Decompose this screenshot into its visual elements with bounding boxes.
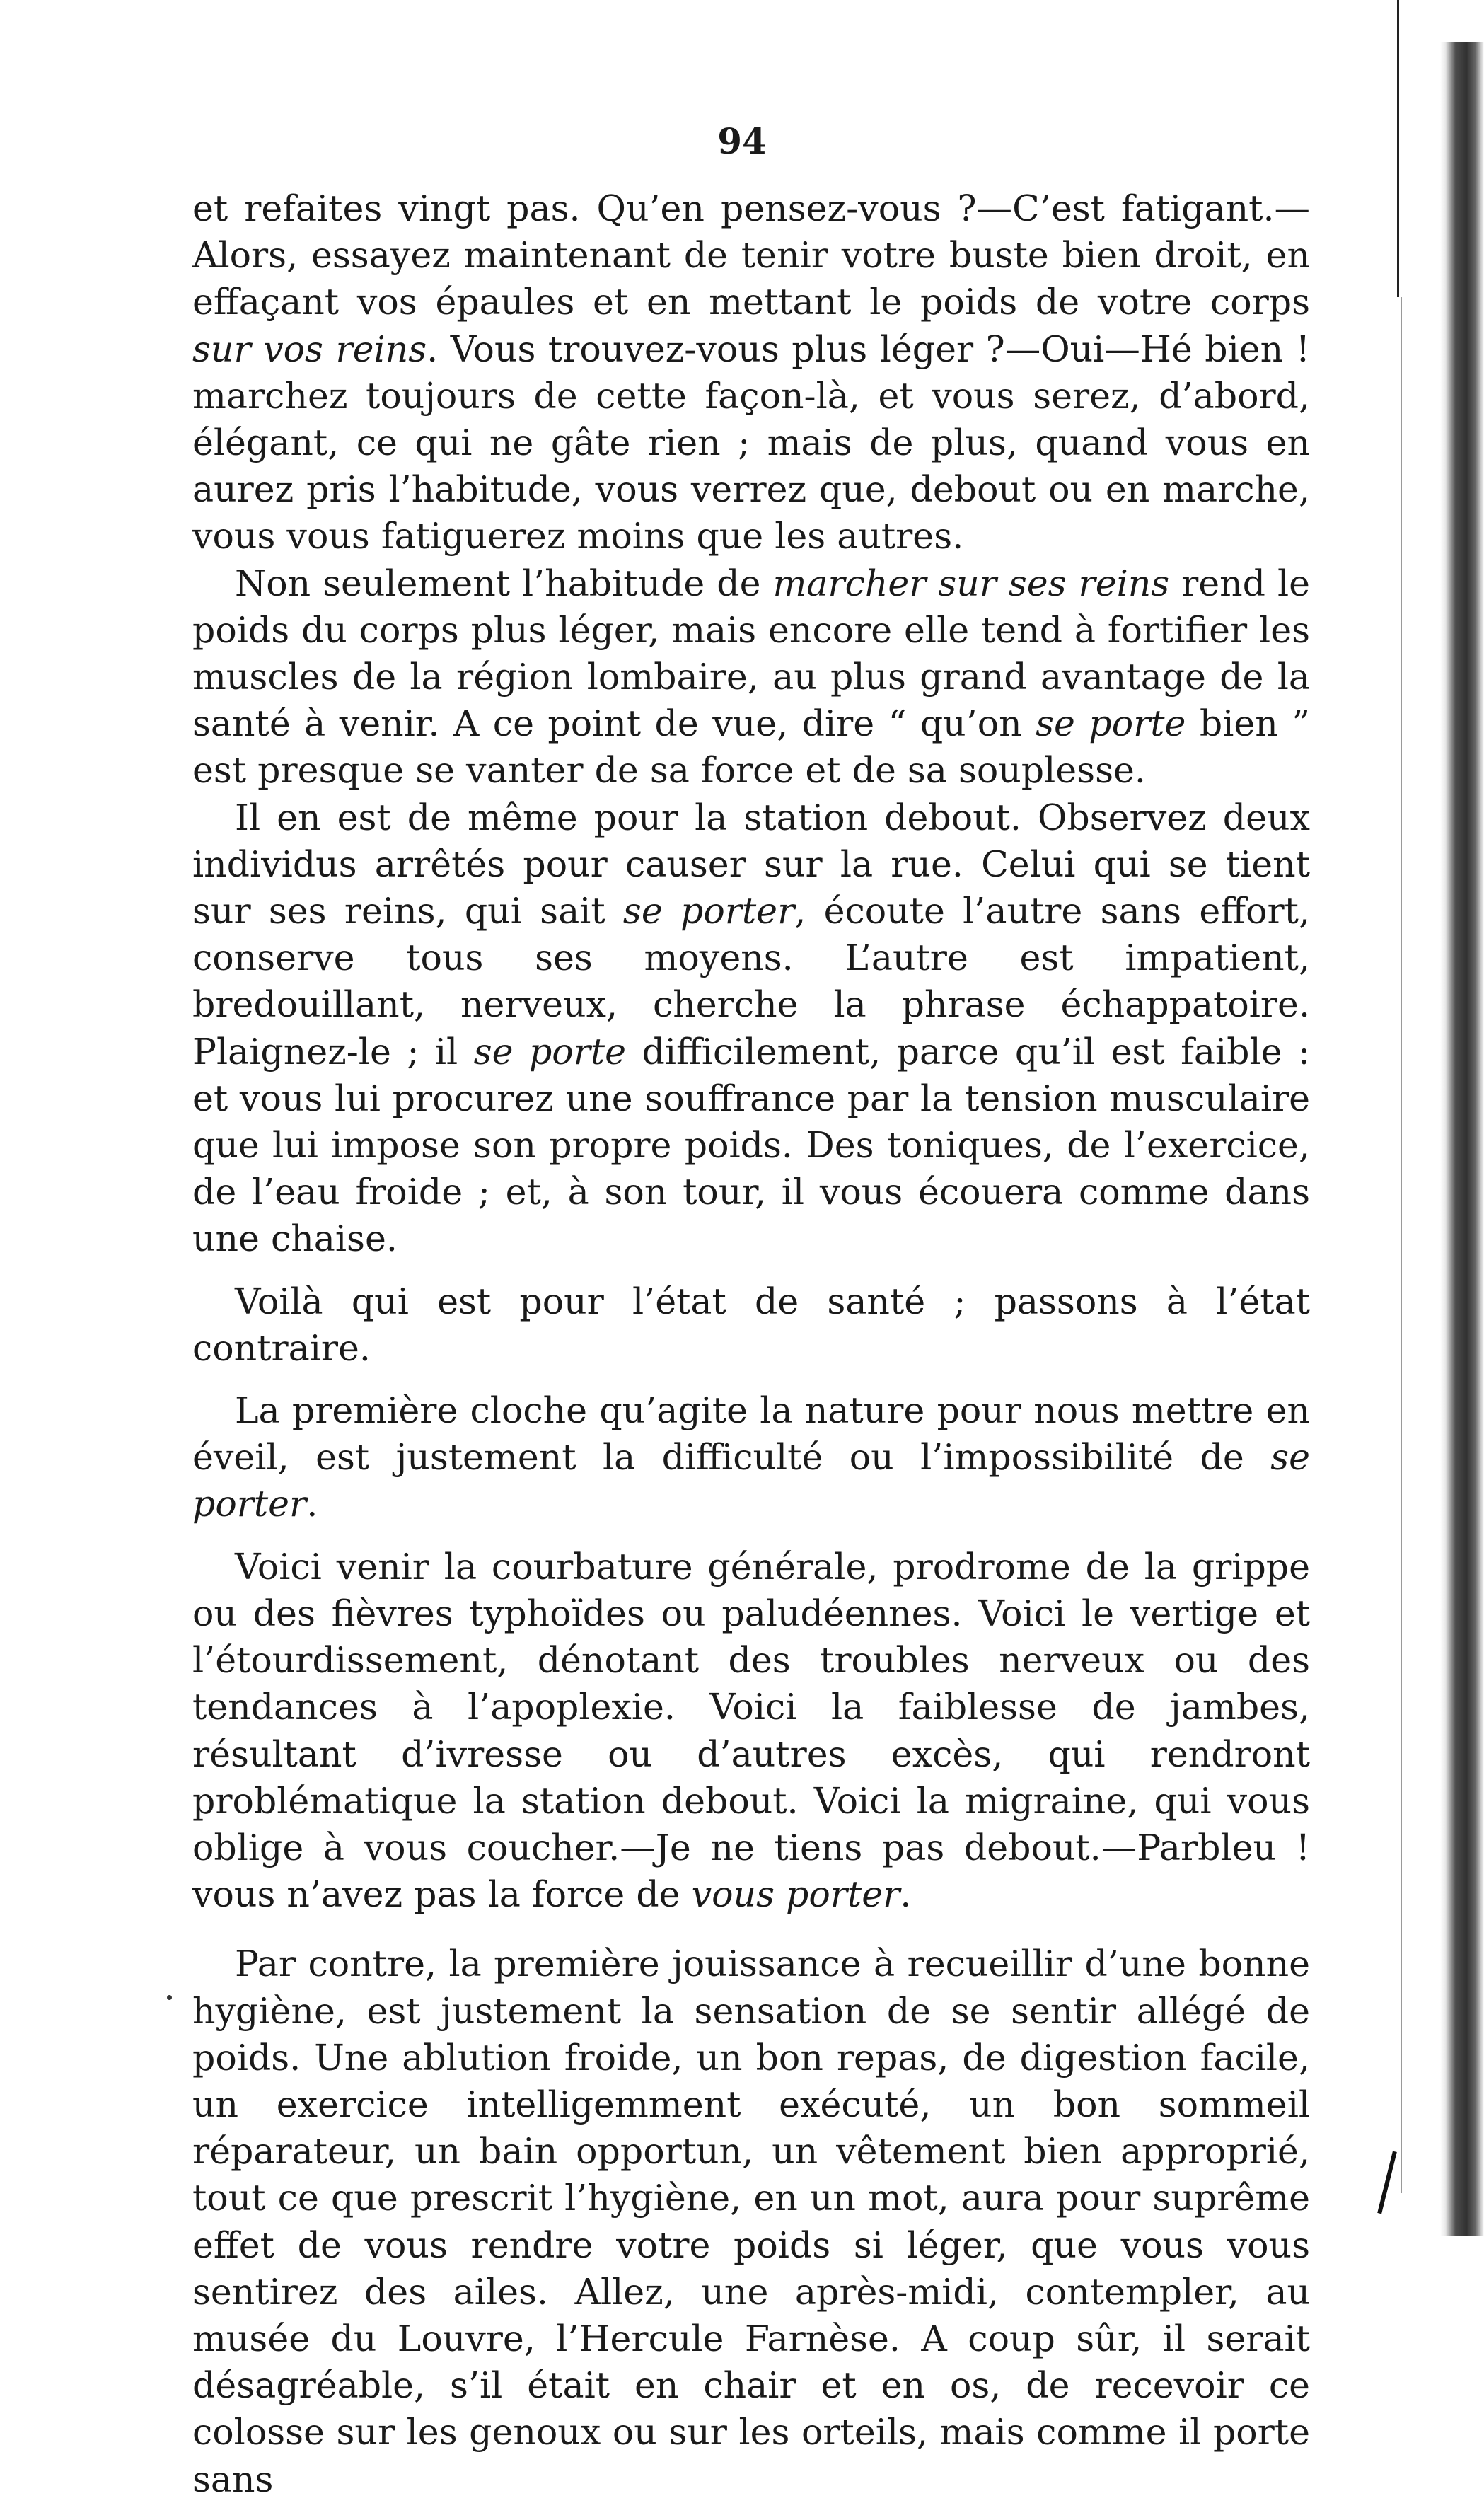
body-text [192, 185, 1310, 2503]
paragraph-3: Il en est de même pour la station debout. Observez deux individus arrêtés pour causer sur la rue. Celui qui se tient sur ses reins, qui sait se porter, écoute l’autre sans effort, conserve tous ses moyens. L’autre est impatient, bredouillant, nerveux, cherche la phrase échappatoire. Plaignez-le ; il se porte difficilement, parce qu’il est faible : et vous lui procurez une souffrance par la tension musculaire que lui impose son propre poids. Des toniques, de l’exercice, de l’eau froide ; et, à son tour, il vous écouera comme dans une chaise. [192, 796, 1311, 1260]
paragraph-6: Voici venir la courbature générale, prodrome de la grippe ou des fièvres typhoïdes ou paludéennes. Voici le vertige et l’étourdissement, dénotant des troubles nerveux ou des tendances à l’apoplexie. Voici la faiblesse de jambes, résultant d’ivresse ou d’autres excès, qui rendront problématique la station debout. Voici la migraine, qui vous oblige à vous coucher.—Je ne tiens pas debout.—Parbleu ! vous n’avez pas la force de vous porter. [192, 1545, 1310, 1916]
margin-mark [1377, 2151, 1397, 2214]
binding-line [1397, 0, 1399, 297]
paragraph-4: Voilà qui est pour l’état de santé ; passons à l’état contraire. [192, 1280, 1310, 1369]
paragraph-1: et refaites vingt pas. Qu’en pensez-vous ?—C’est fatigant.—Alors, essayez maintenant de tenir votre buste bien droit, en effaçant vos épaules et en mettant le poids de votre corps sur vos reins. Vous trouvez-vous plus léger ?—Oui—Hé bien ! marchez toujours de cette façon-là, et vous serez, d’abord, élégant, ce qui ne gâte rien ; mais de plus, quand vous en aurez pris l’habitude, vous verrez que, debout ou en marche, vous vous fatiguerez moins que les autres. [192, 187, 1310, 557]
margin-dot [167, 1995, 172, 2000]
paragraph-2: Non seulement l’habitude de marcher sur ses reins rend le poids du corps plus léger, mais encore elle tend à fortifier les muscles de la région lombaire, au plus grand avantage de la santé à venir. A ce point de vue, dire “ qu’on se porte bien ” est presque se vanter de sa force et de sa souplesse. [192, 562, 1311, 792]
binding-edge-shadow [1440, 42, 1484, 2236]
paragraph-5: La première cloche qu’agite la nature pour nous mettre en éveil, est justement la difficulté ou l’impossibilité de se porter. [192, 1389, 1310, 1525]
binding-line-thin [1401, 297, 1402, 2193]
paragraph-7: Par contre, la première jouissance à recueillir d’une bonne hygiène, est justement la sensation de se sentir allégé de poids. Une ablution froide, un bon repas, de digestion facile, un exercice intelligemment exécuté, un bon sommeil réparateur, un bain opportun, un vêtement bien approprié, tout ce que prescrit l’hygiène, en un mot, aura pour suprême effet de vous rendre votre poids si léger, que vous vous sentirez des ailes. Allez, une après-midi, contempler, au musée du Louvre, l’Hercule Farnèse. A coup sûr, il serait désagréable, s’il était en chair et en os, de recevoir ce colosse sur les genoux ou sur les orteils, mais comme il porte sans [192, 1943, 1310, 2500]
page-number: 94 [717, 120, 767, 162]
